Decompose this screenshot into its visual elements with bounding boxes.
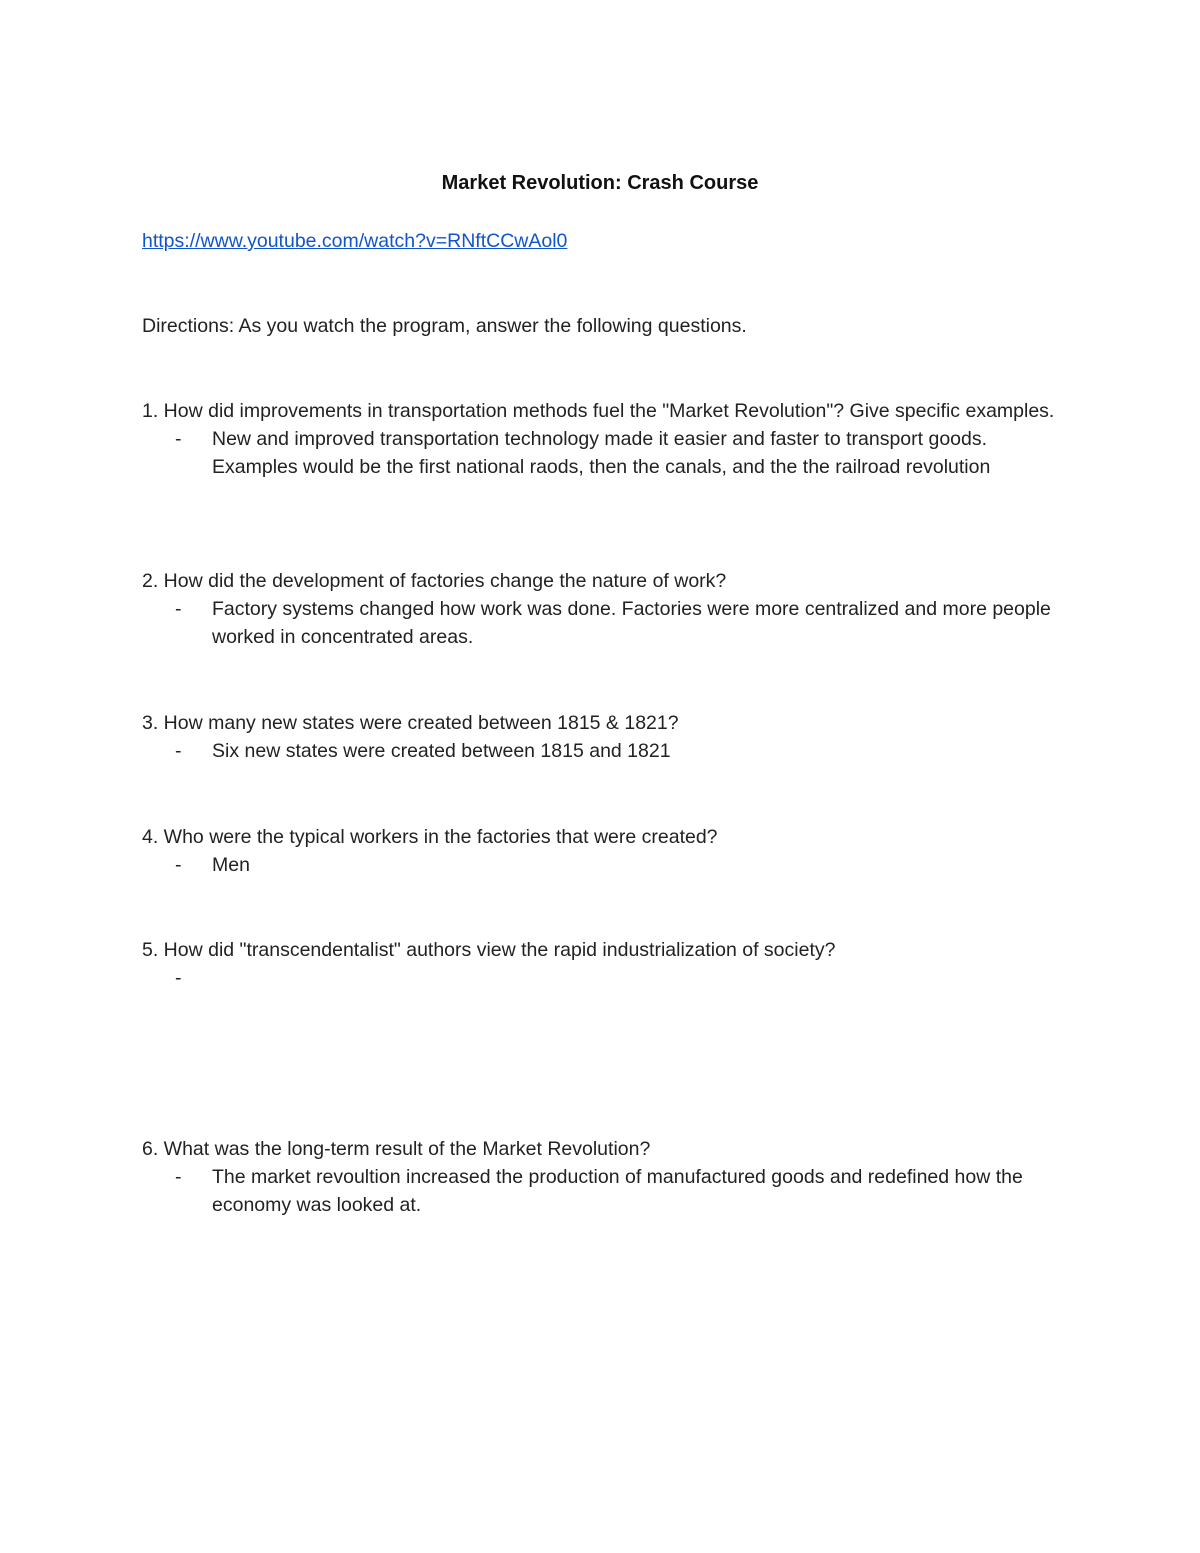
question-text: 3. How many new states were created between 1815 & 1821?: [142, 712, 679, 734]
question-text: 1. How did improvements in transportation methods fuel the "Market Revolution"? Give specific examples.: [142, 400, 1055, 422]
answer-text: Men: [212, 854, 250, 876]
question-6: [142, 1135, 1062, 1219]
question-3: [142, 709, 1062, 765]
answer-text: [212, 964, 1062, 992]
bullet-dash: -: [175, 967, 182, 989]
youtube-link[interactable]: https://www.youtube.com/watch?v=RNftCCwAol0: [142, 230, 568, 252]
bullet-dash: -: [175, 1166, 182, 1188]
question-2: [142, 567, 1062, 651]
answer-text: New and improved transportation technology made it easier and faster to transport goods. Examples would be the first national raods, then the canals, and the the railroad revolution: [212, 428, 991, 478]
question-text: 5. How did "transcendentalist" authors view the rapid industrialization of society?: [142, 939, 836, 961]
question-1: [142, 397, 1062, 481]
answer-item: [142, 1163, 1062, 1219]
answer-item: [142, 425, 1062, 481]
question-text: 6. What was the long-term result of the Market Revolution?: [142, 1138, 651, 1160]
answer-item: [142, 964, 1062, 992]
answer-text: Six new states were created between 1815 and 1821: [212, 740, 671, 762]
document-title: Market Revolution: Crash Course: [441, 172, 759, 194]
directions-text: Directions: As you watch the program, answer the following questions.: [142, 315, 747, 337]
question-5: [142, 936, 1062, 992]
answer-text: The market revoultion increased the production of manufactured goods and redefined how the economy was looked at.: [212, 1166, 1023, 1216]
bullet-dash: -: [175, 854, 182, 876]
answer-text: Factory systems changed how work was done. Factories were more centralized and more people worked in concentrated areas.: [212, 598, 1051, 648]
bullet-dash: -: [175, 428, 182, 450]
bullet-dash: -: [175, 598, 182, 620]
answer-item: [142, 737, 1062, 765]
bullet-dash: -: [175, 740, 182, 762]
answer-item: [142, 595, 1062, 651]
question-4: [142, 823, 1062, 879]
question-text: 4. Who were the typical workers in the factories that were created?: [142, 826, 718, 848]
question-text: 2. How did the development of factories change the nature of work?: [142, 570, 727, 592]
answer-item: [142, 851, 1062, 879]
